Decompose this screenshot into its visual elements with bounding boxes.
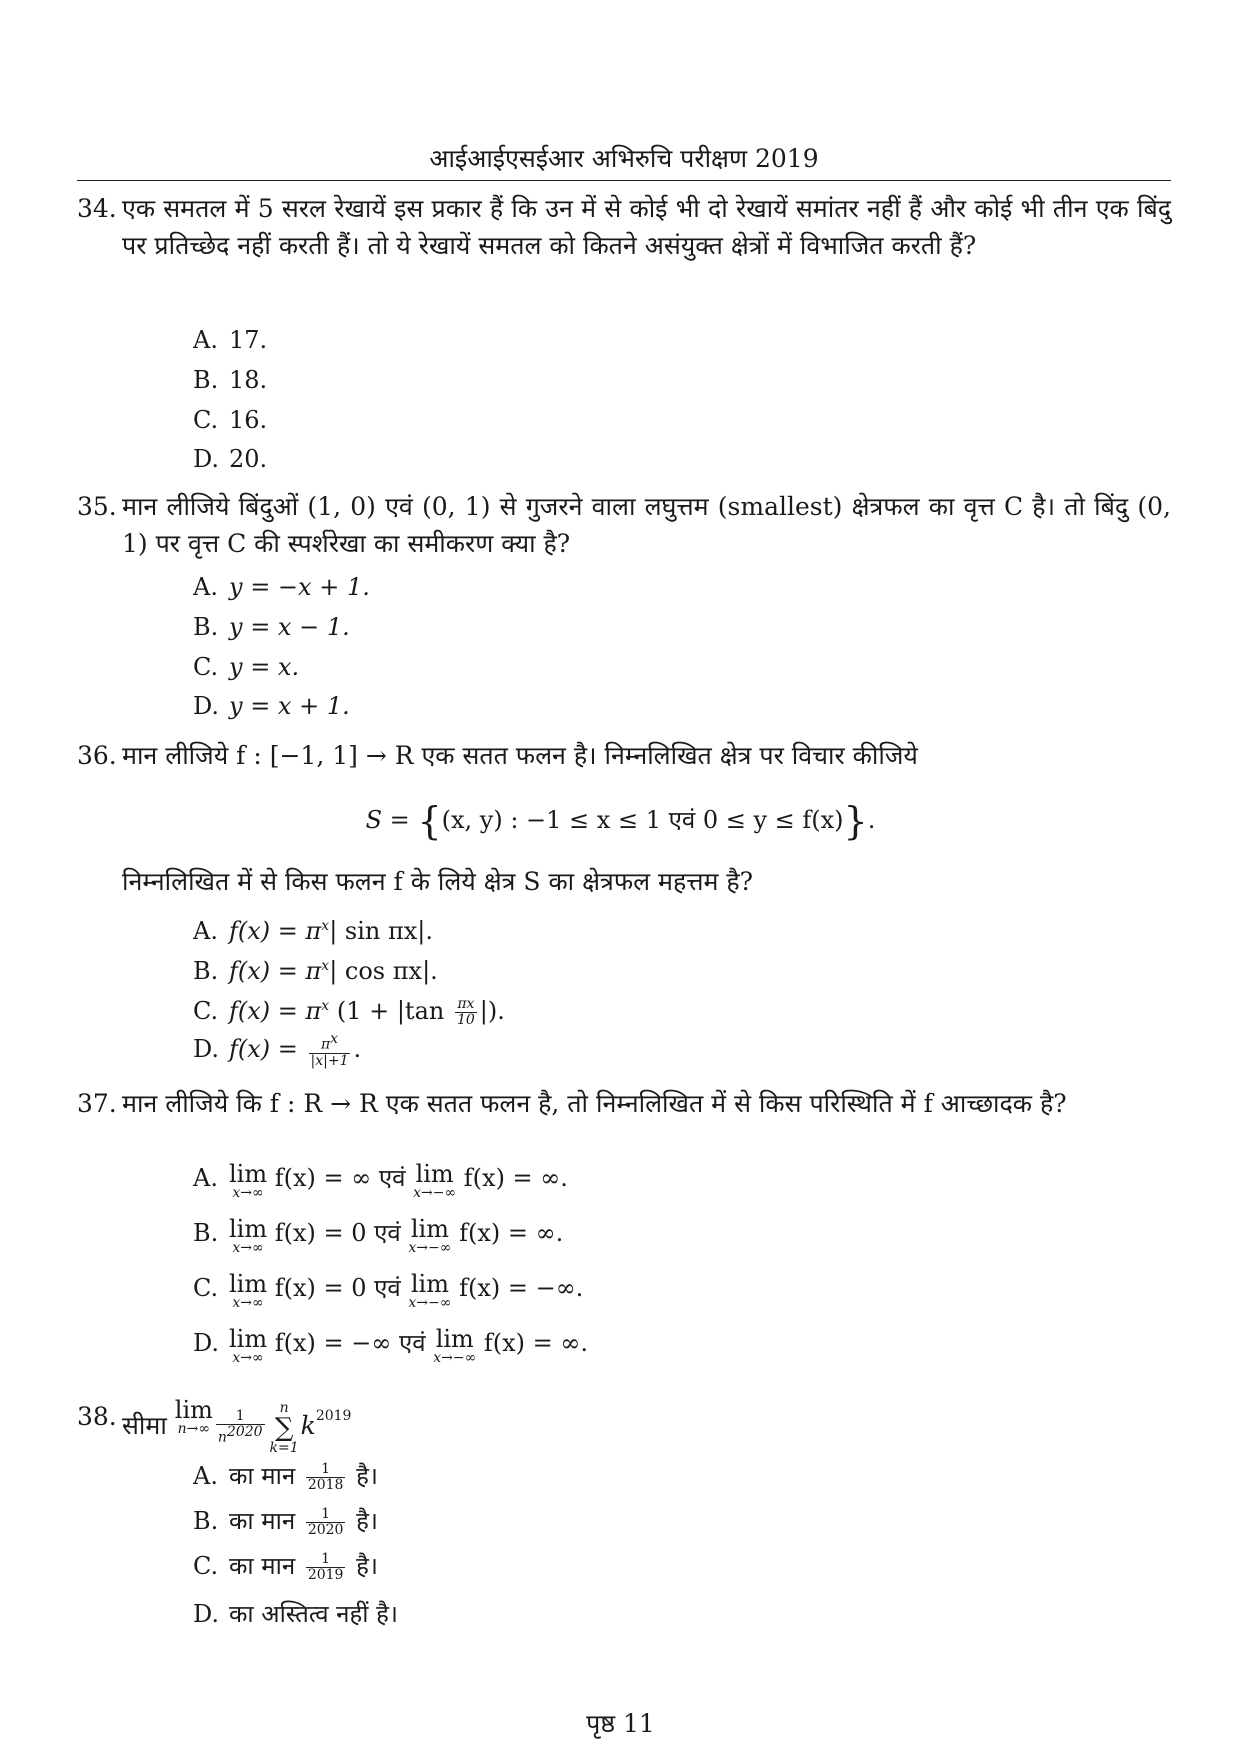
- option-text: का अस्तित्व नहीं है।: [229, 1600, 398, 1628]
- option-label: B.: [193, 366, 219, 394]
- page-number: पृष्ठ 11: [586, 1709, 655, 1738]
- page-title: आईआईएसईआर अभिरुचि परीक्षण 2019: [429, 144, 819, 173]
- option-36-b: [193, 950, 438, 987]
- option-middle: f(x) = ∞ एवं: [267, 1164, 414, 1192]
- summation: n ∑ k=1: [269, 1399, 299, 1456]
- option-label: D.: [193, 1034, 220, 1063]
- option-label: A.: [193, 1462, 218, 1490]
- question-number: 37.: [77, 1089, 117, 1118]
- option-prefix: का मान: [229, 1552, 296, 1580]
- question-text: मान लीजिये कि f : R → R एक सतत फलन है, तो निम्नलिखित में से किस परिस्थिति में f आच्छादक है?: [122, 1089, 1067, 1118]
- question-35: [77, 488, 1171, 562]
- exponent: x: [321, 958, 330, 974]
- option-36-a: [193, 910, 433, 947]
- option-36-c: [193, 990, 505, 1028]
- option-text: f(x) =: [229, 1034, 306, 1063]
- question-text: निम्नलिखित में से किस फलन f के लिये क्षेत्र S का क्षेत्रफल महत्तम है?: [122, 867, 754, 896]
- option-label: A.: [193, 573, 218, 601]
- option-label: A.: [193, 326, 218, 354]
- option-label: D.: [193, 1329, 220, 1357]
- option-38-a: [193, 1460, 378, 1493]
- option-37-d: [193, 1327, 588, 1365]
- fraction: $\frac{1}{2020}$: [307, 1506, 344, 1538]
- fraction-numerator: $\pi^x$: [309, 1032, 351, 1054]
- region-definition: S = {(x, y) : −1 ≤ x ≤ 1 एवं 0 ≤ y ≤ f(x)}.: [365, 799, 876, 843]
- option-38-c: [193, 1550, 378, 1583]
- question-number: 35.: [77, 492, 117, 521]
- option-tail: f(x) = ∞.: [451, 1219, 564, 1247]
- option-label: C.: [193, 1552, 219, 1580]
- question-text: मान लीजिये बिंदुओं (1, 0) एवं (0, 1) से गुजरने वाला लघुत्तम (smallest) क्षेत्रफल का वृत्त C है। तो बिंदु (0, 1) पर वृत्त C की स्पर्शरेखा का समीकरण क्या है?: [122, 492, 1171, 558]
- option-34-b: [193, 364, 267, 396]
- question-text: [122, 1398, 1171, 1456]
- option-suffix: है।: [356, 1552, 378, 1580]
- exponent: x: [321, 998, 330, 1014]
- option-34-c: [193, 404, 267, 436]
- option-37-b: [193, 1217, 563, 1255]
- limit-operator: lim x→∞: [229, 1160, 268, 1201]
- fraction: $\frac{1}{2018}$: [307, 1461, 344, 1493]
- question-36: [77, 737, 1171, 774]
- option-suffix: है।: [356, 1507, 378, 1535]
- fraction: [309, 1032, 351, 1069]
- question-number: 38.: [77, 1402, 117, 1431]
- option-text: 16.: [229, 406, 268, 434]
- question-34: [77, 190, 1171, 264]
- option-tail: f(x) = −∞.: [451, 1274, 584, 1302]
- option-text: f(x) = π: [229, 957, 322, 985]
- option-prefix: का मान: [229, 1462, 296, 1490]
- option-text: y = −x + 1.: [229, 573, 370, 601]
- option-37-a: [193, 1162, 568, 1200]
- option-tail: |).: [479, 997, 505, 1025]
- option-label: A.: [193, 917, 218, 945]
- option-34-a: [193, 324, 267, 356]
- option-35-a: [193, 571, 370, 603]
- option-label: D.: [193, 1600, 220, 1628]
- option-label: C.: [193, 653, 219, 681]
- question-37: [77, 1085, 1171, 1122]
- option-tail: (1 + |tan: [329, 997, 452, 1025]
- fraction: $\frac{1}{n^{2020}}$: [217, 1408, 263, 1446]
- option-middle: f(x) = −∞ एवं: [267, 1329, 434, 1357]
- limit-operator: lim x→∞: [229, 1325, 268, 1366]
- option-36-d: [193, 1032, 361, 1069]
- option-tail: f(x) = ∞.: [456, 1164, 568, 1192]
- summand-exponent: 2019: [315, 1408, 352, 1424]
- option-label: D.: [193, 692, 220, 720]
- question-38: [77, 1398, 1171, 1456]
- fraction-numerator: πx: [455, 997, 477, 1013]
- option-35-c: [193, 651, 299, 683]
- option-middle: f(x) = 0 एवं: [267, 1274, 409, 1302]
- question-number: 36.: [77, 741, 117, 770]
- question-number: 34.: [77, 194, 117, 223]
- right-brace: }: [843, 799, 868, 843]
- option-tail: f(x) = ∞.: [476, 1329, 589, 1357]
- region-body: (x, y) : −1 ≤ x ≤ 1 एवं 0 ≤ y ≤ f(x): [441, 806, 844, 834]
- limit-operator: lim n→∞: [174, 1396, 213, 1437]
- left-brace: {: [417, 799, 442, 843]
- option-label: C.: [193, 997, 219, 1025]
- option-label: B.: [193, 957, 219, 985]
- question-text: मान लीजिये f : [−1, 1] → R एक सतत फलन है। निम्नलिखित क्षेत्र पर विचार कीजिये: [122, 741, 918, 770]
- limit-operator: lim x→−∞: [408, 1270, 452, 1311]
- option-label: D.: [193, 445, 220, 473]
- option-label: C.: [193, 1274, 219, 1302]
- exponent: x: [321, 918, 330, 934]
- option-37-c: [193, 1272, 583, 1310]
- fraction: [455, 997, 477, 1028]
- option-tail: | sin πx|.: [329, 917, 434, 945]
- question-text: एक समतल में 5 सरल रेखायें इस प्रकार हैं कि उन में से कोई भी दो रेखायें समांतर नहीं हैं और कोई भी तीन एक बिंदु पर प्रतिच्छेद नहीं करती हैं। तो ये रेखायें समतल को कितने असंयुक्त क्षेत्रों में विभाजित करती हैं?: [122, 194, 1171, 260]
- option-label: B.: [193, 1507, 219, 1535]
- option-tail: .: [353, 1034, 362, 1063]
- option-35-d: [193, 690, 350, 722]
- option-text: f(x) = π: [229, 917, 322, 945]
- option-text: y = x.: [229, 653, 300, 681]
- option-text: f(x) = π: [229, 997, 322, 1025]
- option-34-d: [193, 443, 267, 475]
- option-38-d: [193, 1598, 398, 1630]
- option-label: B.: [193, 613, 219, 641]
- limit-prefix: सीमा: [122, 1411, 167, 1440]
- option-suffix: है।: [356, 1462, 378, 1490]
- limit-operator: lim x→−∞: [408, 1215, 452, 1256]
- option-text: 17.: [229, 326, 268, 354]
- fraction-denominator: |x|+1: [310, 1052, 349, 1069]
- question-36-followup: [77, 863, 1171, 900]
- option-label: C.: [193, 406, 219, 434]
- option-text: y = x − 1.: [229, 613, 350, 641]
- limit-operator: lim x→∞: [229, 1270, 268, 1311]
- region-lhs: S =: [365, 806, 410, 834]
- header-divider: [77, 180, 1171, 181]
- option-tail: | cos πx|.: [329, 957, 438, 985]
- fraction: $\frac{1}{2019}$: [307, 1551, 344, 1583]
- fraction-denominator: 10: [456, 1012, 475, 1028]
- option-text: 20.: [229, 445, 268, 473]
- option-prefix: का मान: [229, 1507, 296, 1535]
- option-middle: f(x) = 0 एवं: [267, 1219, 409, 1247]
- option-38-b: [193, 1505, 378, 1538]
- option-label: A.: [193, 1164, 218, 1192]
- option-text: y = x + 1.: [229, 692, 350, 720]
- option-label: B.: [193, 1219, 219, 1247]
- option-text: 18.: [229, 366, 268, 394]
- limit-operator: lim x→−∞: [413, 1160, 457, 1201]
- summand: k: [300, 1411, 316, 1440]
- limit-operator: lim x→−∞: [433, 1325, 477, 1366]
- option-35-b: [193, 611, 350, 643]
- limit-operator: lim x→∞: [229, 1215, 268, 1256]
